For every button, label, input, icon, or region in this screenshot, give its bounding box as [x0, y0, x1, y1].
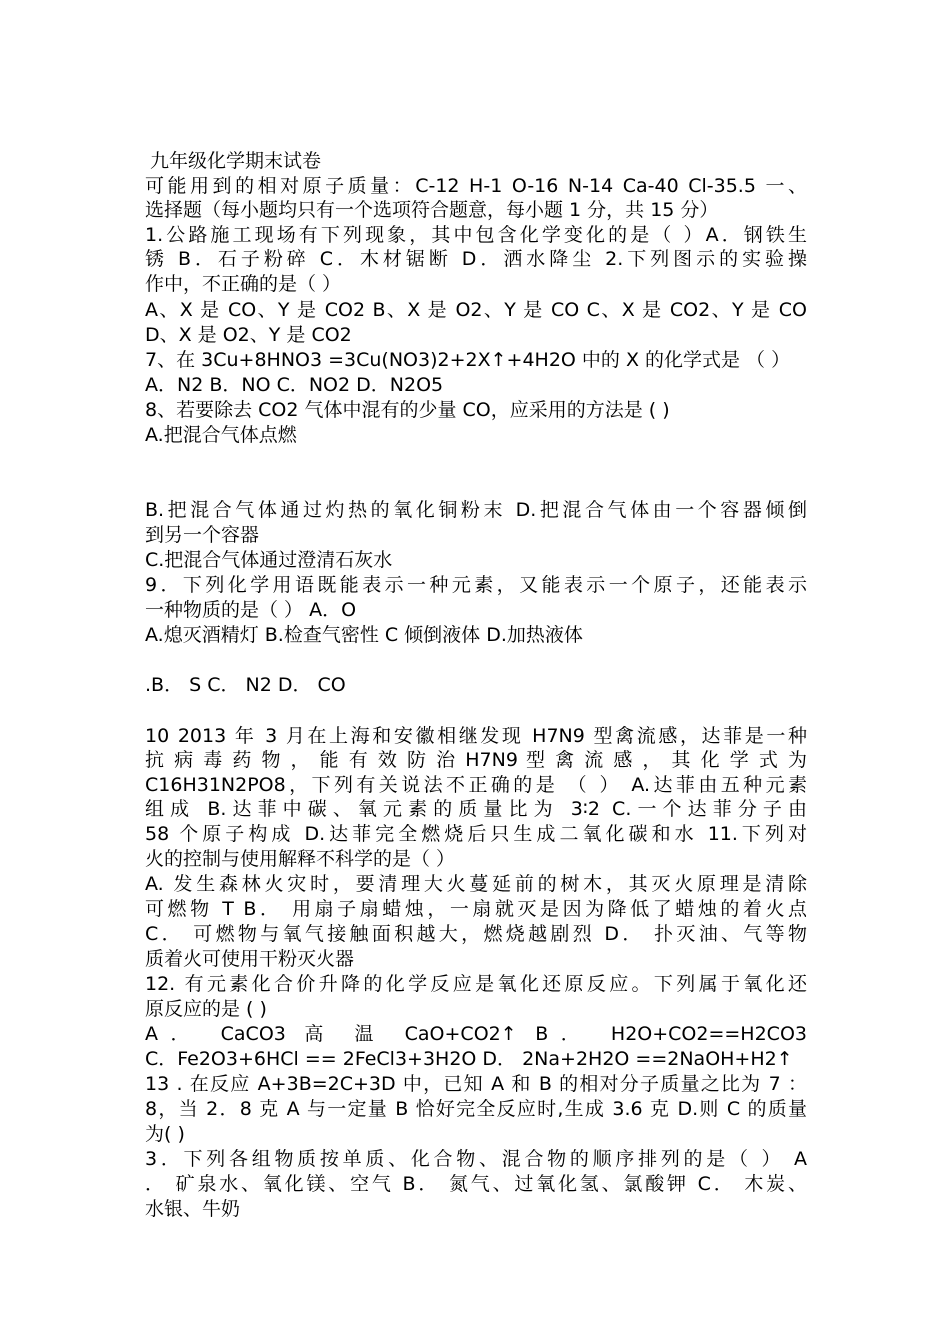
text-line: 为( ): [145, 1123, 185, 1145]
text-line: 水银、牛奶: [145, 1198, 241, 1220]
text-line: 原反应的是 ( ): [145, 998, 267, 1020]
text-line: 8、若要除去 CO2 气体中混有的少量 CO，应采用的方法是 ( ): [145, 399, 670, 421]
text-line: C.把混合气体通过澄清石灰水: [145, 549, 393, 571]
text-line: 8，当 2．8 克 A 与一定量 B 恰好完全反应时,生成 3.6 克 D.则 C 的质量: [145, 1098, 807, 1120]
text-line: .B． S C． N2 D． CO: [145, 674, 346, 696]
text-line: 锈 B．石子粉碎 C．木材锯断 D．洒水降尘 2.下列图示的实验操: [145, 248, 807, 270]
text-line: 质着火可使用干粉灭火器: [145, 948, 355, 970]
text-line: A.熄灭酒精灯 B.检查气密性 C 倾倒液体 D.加热液体: [145, 624, 583, 646]
text-line: A. 发生森林火灾时，要清理大火蔓延前的树木，其灭火原理是清除: [145, 873, 807, 895]
text-line: 1.公路施工现场有下列现象，其中包含化学变化的是（ ）A．钢铁生: [145, 224, 807, 246]
page-title: 九年级化学期末试卷: [150, 150, 322, 172]
text-line: C16H31N2PO8，下列有关说法不正确的是 （ ） A.达菲由五种元素: [145, 774, 807, 796]
text-line: B.把混合气体通过灼热的氧化铜粉末 D.把混合气体由一个容器倾倒: [145, 499, 807, 521]
text-line: 13 . 在反应 A+3B=2C+3D 中，已知 A 和 B 的相对分子质量之比为 7 ：: [145, 1073, 807, 1095]
text-line: 抗 病 毒 药 物 ， 能 有 效 防 治 H7N9 型 禽 流 感 ， 其 化 学 式 为: [145, 749, 807, 771]
text-line: 火的控制与使用解释不科学的是（ ）: [145, 848, 456, 870]
text-line: C．Fe2O3+6HCl == 2FeCl3+3H2O D． 2Na+2H2O ==2NaOH+H2↑: [145, 1048, 793, 1070]
text-line: 可燃物 T B． 用扇子扇蜡烛，一扇就灭是因为降低了蜡烛的着火点: [145, 898, 807, 920]
text-line: 9．下列化学用语既能表示一种元素，又能表示一个原子，还能表示: [145, 574, 807, 596]
text-line: 选择题（每小题均只有一个选项符合题意，每小题 1 分，共 15 分）: [145, 199, 719, 221]
text-line: 10 2013 年 3 月在上海和安徽相继发现 H7N9 型禽流感，达菲是一种: [145, 725, 807, 747]
text-line: 组成 B.达菲中碳、氧元素的质量比为 3∶2 C.一个达菲分子由: [145, 798, 807, 820]
text-line: A． CaCO3 高 温 CaO+CO2↑ B． H2O+CO2==H2CO3: [145, 1023, 807, 1045]
text-line: A．N2 B．NO C．NO2 D．N2O5: [145, 374, 444, 396]
text-line: 一种物质的是（ ） A．O: [145, 599, 357, 621]
text-line: 12. 有元素化合价升降的化学反应是氧化还原反应。下列属于氧化还: [145, 973, 807, 995]
text-line: 58 个原子构成 D.达菲完全燃烧后只生成二氧化碳和水 11.下列对: [145, 823, 807, 845]
text-line: A.把混合气体点燃: [145, 424, 297, 446]
text-line: D、X 是 O2、Y 是 CO2: [145, 324, 352, 346]
text-line: A、X 是 CO、Y 是 CO2 B、X 是 O2、Y 是 CO C、X 是 CO2、Y 是 CO: [145, 299, 807, 321]
text-line: 到另一个容器: [145, 524, 260, 546]
text-line: 7、在 3Cu+8HNO3 =3Cu(NO3)2+2X↑+4H2O 中的 X 的化学式是 （ ）: [145, 349, 791, 371]
text-line: 可能用到的相对原子质量：C-12 H-1 O-16 N-14 Ca-40 Cl-35.5 一、: [145, 175, 807, 197]
text-line: C． 可燃物与氧气接触面积越大，燃烧越剧烈 D． 扑灭油、气等物: [145, 923, 807, 945]
text-line: 3．下列各组物质按单质、化合物、混合物的顺序排列的是（ ） A: [145, 1148, 807, 1170]
text-line: 作中，不正确的是（ ）: [145, 273, 342, 295]
text-line: ． 矿泉水、氧化镁、空气 B． 氮气、过氧化氢、氯酸钾 C． 木炭、: [145, 1173, 807, 1195]
